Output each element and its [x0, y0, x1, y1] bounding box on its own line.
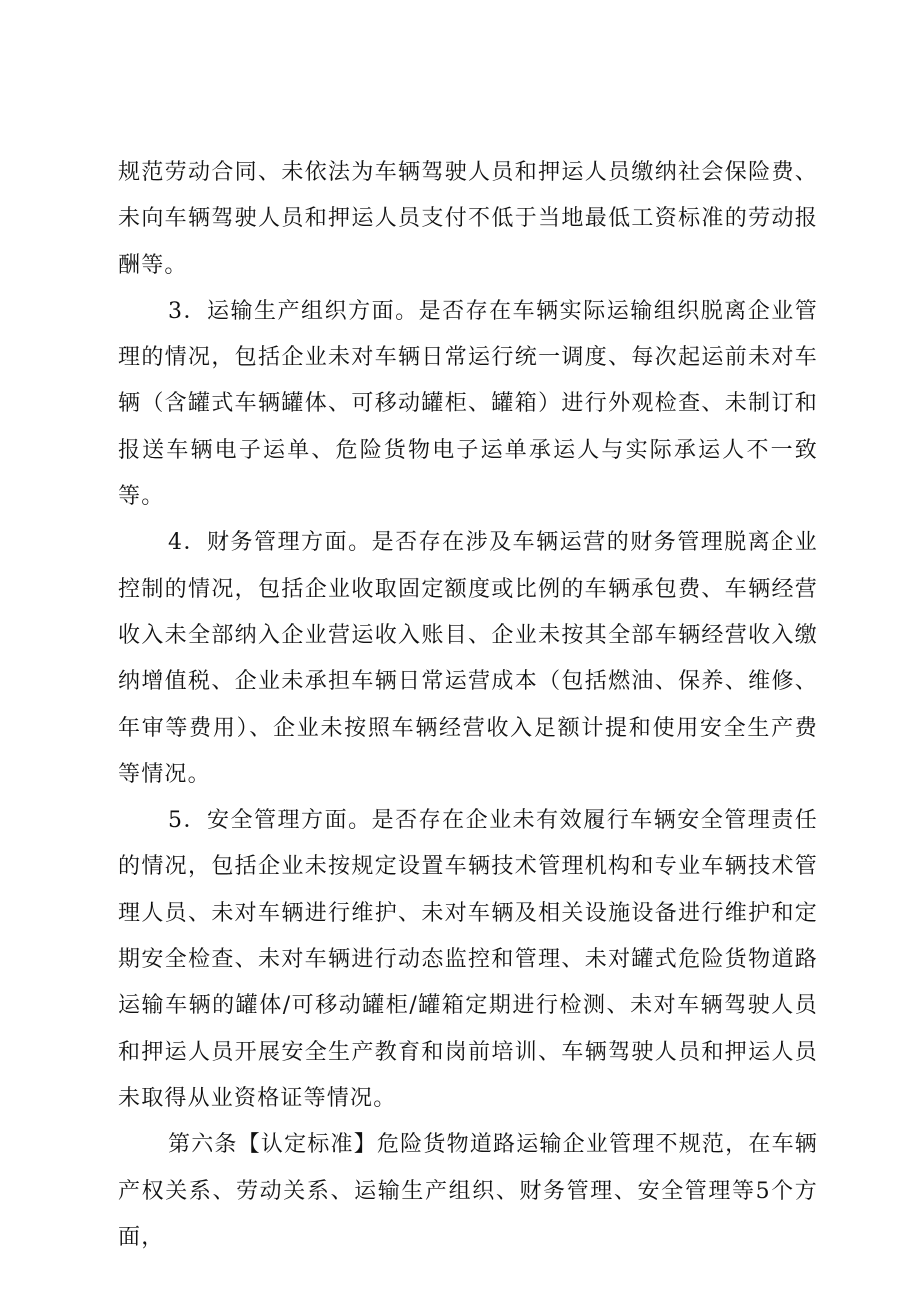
paragraph-safety-management: 5．安全管理方面。是否存在企业未有效履行车辆安全管理责任的情况，包括企业未按规定设置车辆技术管理机构和专业车辆技术管理人员、未对车辆进行维护、未对车辆及相关设施设备进行维护和定期安全检查、未对车辆进行动态监控和管理、未对罐式危险货物道路运输车辆的罐体/可移动罐柜/罐箱定期进行检测、未对车辆驾驶人员和押运人员开展安全生产教育和岗前培训、车辆驾驶人员和押运人员未取得从业资格证等情况。 — [118, 808, 818, 1111]
document-body — [118, 150, 818, 1261]
paragraph-labor-contract-continuation: 规范劳动合同、未依法为车辆驾驶人员和押运人员缴纳社会保险费、未向车辆驾驶人员和押运人员支付不低于当地最低工资标准的劳动报酬等。 — [118, 160, 818, 278]
paragraph-article-six: 第六条【认定标准】危险货物道路运输企业管理不规范，在车辆产权关系、劳动关系、运输生产组织、财务管理、安全管理等5个方面， — [118, 1132, 818, 1250]
paragraph-financial-management: 4．财务管理方面。是否存在涉及车辆运营的财务管理脱离企业控制的情况，包括企业收取固定额度或比例的车辆承包费、车辆经营收入未全部纳入企业营运收入账目、企业未按其全部车辆经营收入缴纳增值税、企业未承担车辆日常运营成本（包括燃油、保养、维修、年审等费用）、企业未按照车辆经营收入足额计提和使用安全生产费等情况。 — [118, 530, 818, 787]
paragraph-transport-organization: 3．运输生产组织方面。是否存在车辆实际运输组织脱离企业管理的情况，包括企业未对车辆日常运行统一调度、每次起运前未对车辆（含罐式车辆罐体、可移动罐柜、罐箱）进行外观检查、未制订和报送车辆电子运单、危险货物电子运单承运人与实际承运人不一致等。 — [118, 298, 818, 510]
